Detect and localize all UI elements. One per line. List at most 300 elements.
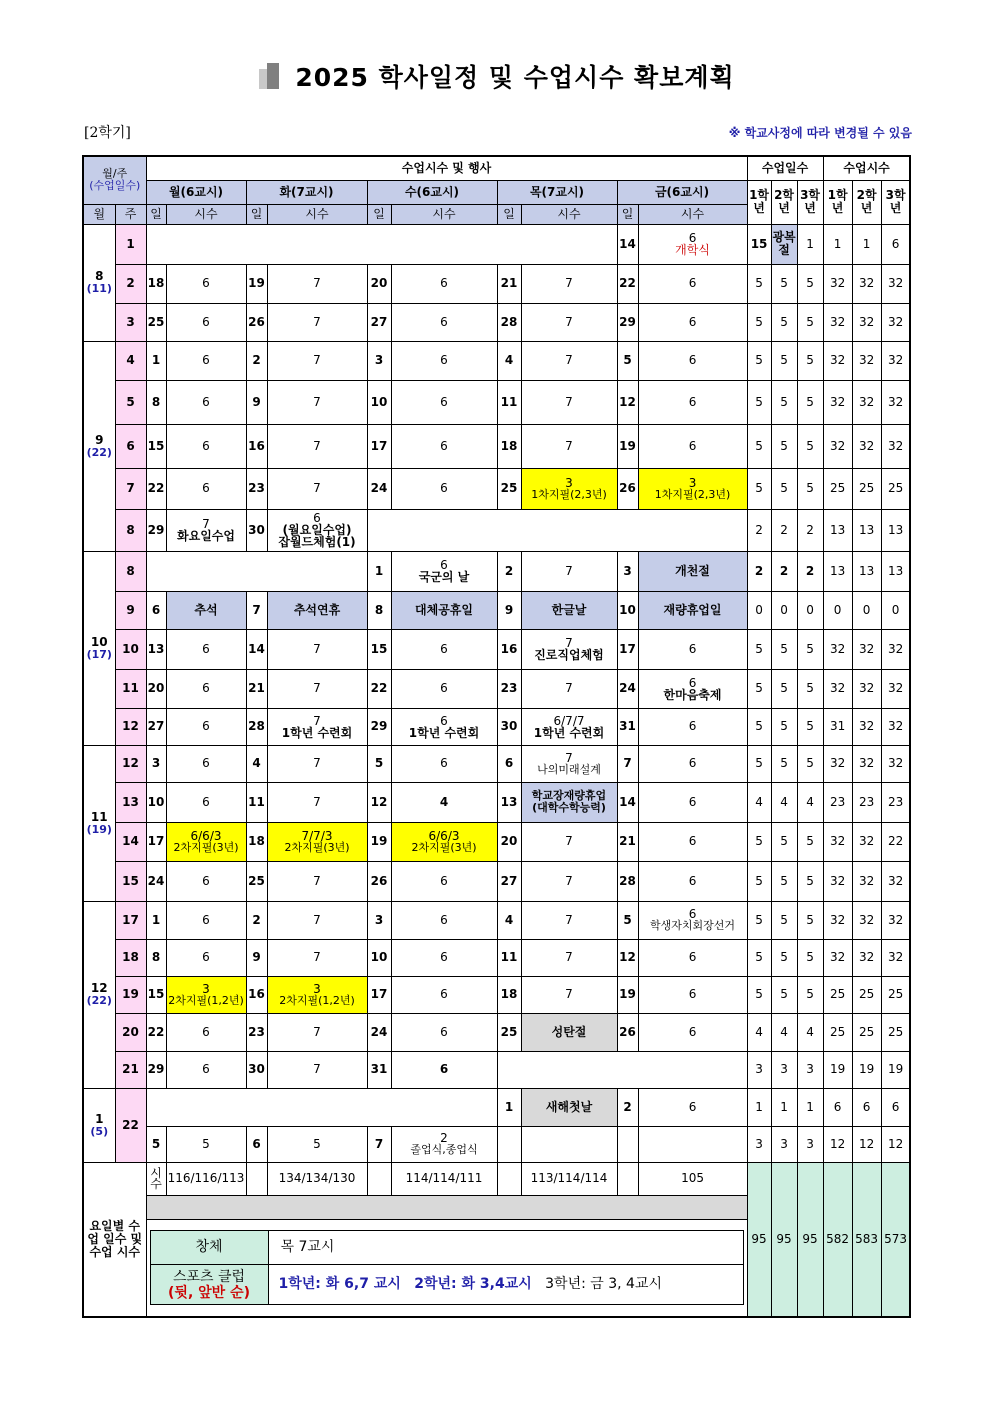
hours-cell xyxy=(521,976,617,1013)
hours-cell xyxy=(267,264,367,303)
semester-label: [2학기] xyxy=(84,125,131,141)
summary-hours-label: 시수 xyxy=(146,1162,166,1195)
summary-mon: 116/116/113 xyxy=(166,1162,246,1195)
event-label: 6 xyxy=(202,794,210,809)
day-number: 6 xyxy=(146,591,166,629)
summary-thu: 113/114/114 xyxy=(521,1162,617,1195)
event-label: 학생자치회장선거 xyxy=(650,919,736,932)
class-days-total: 5 xyxy=(797,976,823,1013)
hours-cell xyxy=(166,1126,246,1162)
header-days-grade3: 3학년 xyxy=(797,180,823,224)
class-hours-total: 12 xyxy=(881,1126,910,1162)
holiday-cell xyxy=(521,1013,617,1051)
hours-value: 6 xyxy=(440,558,448,572)
class-days-total: 5 xyxy=(747,468,771,509)
day-number: 27 xyxy=(367,303,391,341)
event-label: 7 xyxy=(565,314,573,329)
event-label: 5 xyxy=(202,1136,210,1151)
header-hours: 시수 xyxy=(267,204,367,224)
day-number: 3 xyxy=(367,901,391,939)
hours-cell xyxy=(267,669,367,708)
day-number: 22 xyxy=(146,468,166,509)
week-number: 12 xyxy=(115,708,146,745)
event-label: 개학식 xyxy=(675,243,710,257)
class-days-total: 5 xyxy=(771,939,797,976)
event-label: 7 xyxy=(313,276,321,290)
hours-cell xyxy=(166,745,246,782)
class-hours-total: 32 xyxy=(881,303,910,341)
hours-value: 7 xyxy=(565,636,573,650)
day-number: 21 xyxy=(617,822,638,861)
day-number: 7 xyxy=(246,591,267,629)
hours-value: 6 xyxy=(688,231,697,245)
class-hours-total: 32 xyxy=(881,901,910,939)
hours-cell xyxy=(166,509,246,551)
month-number: 8 xyxy=(95,269,104,283)
class-hours-total: 19 xyxy=(881,1051,910,1088)
day-number: 3 xyxy=(617,551,638,591)
event-label: 추석 xyxy=(194,602,218,617)
hours-cell xyxy=(166,1013,246,1051)
month-number: 1 xyxy=(95,1111,104,1126)
class-days-total: 2 xyxy=(771,509,797,551)
hours-cell xyxy=(521,380,617,424)
class-days-total: 3 xyxy=(747,1051,771,1088)
day-number: 8 xyxy=(146,939,166,976)
event-label: 7 xyxy=(313,950,321,964)
event-label: 6 xyxy=(440,314,448,329)
summary-hours-row xyxy=(83,1162,910,1195)
event-label: 졸업식,종업식 xyxy=(410,1143,478,1156)
day-number: 10 xyxy=(617,591,638,629)
day-number: 29 xyxy=(367,708,391,745)
hours-cell xyxy=(391,939,497,976)
hours-cell xyxy=(638,669,747,708)
hours-cell xyxy=(391,782,497,822)
class-hours-total: 13 xyxy=(881,551,910,591)
hours-cell xyxy=(166,861,246,901)
event-label: 6 xyxy=(202,481,210,495)
day-number: 4 xyxy=(497,901,521,939)
hours-cell xyxy=(638,341,747,380)
total-class-hours: 582 xyxy=(823,1162,852,1317)
class-hours-total: 0 xyxy=(823,591,852,629)
day-number: 1 xyxy=(146,901,166,939)
day-number: 18 xyxy=(497,976,521,1013)
day-number: 17 xyxy=(367,424,391,468)
week-number: 8 xyxy=(115,551,146,591)
event-label: 학교장재량휴업 xyxy=(531,789,607,802)
hours-cell xyxy=(391,669,497,708)
class-days-total: 5 xyxy=(797,861,823,901)
day-number: 25 xyxy=(146,303,166,341)
hours-cell xyxy=(638,1013,747,1051)
hours-value: 7 xyxy=(313,713,321,728)
hours-cell xyxy=(391,629,497,669)
day-number: 24 xyxy=(367,1013,391,1051)
class-hours-total: 32 xyxy=(881,629,910,669)
event-label: 7 xyxy=(565,438,573,453)
hours-cell xyxy=(391,901,497,939)
class-hours-total: 0 xyxy=(852,591,881,629)
event-label: 7 xyxy=(565,563,573,578)
day-number: 2 xyxy=(246,341,267,380)
class-days-total: 5 xyxy=(747,424,771,468)
hours-cell xyxy=(638,708,747,745)
week-row xyxy=(83,1051,910,1088)
class-days-total: 5 xyxy=(797,629,823,669)
day-number: 30 xyxy=(246,509,267,551)
header-main: 수업시수 및 행사 xyxy=(146,156,747,180)
event-label: 6 xyxy=(202,276,210,290)
class-hours-total: 32 xyxy=(852,380,881,424)
empty-cell xyxy=(617,1162,638,1195)
sports-club-order: (뒷, 앞반 순) xyxy=(168,1284,250,1301)
day-number: 22 xyxy=(367,669,391,708)
class-days-total: 5 xyxy=(747,708,771,745)
class-days-total: 5 xyxy=(747,745,771,782)
class-days-total: 5 xyxy=(747,901,771,939)
event-label: 6 xyxy=(688,834,697,848)
summary-tue: 134/134/130 xyxy=(267,1162,367,1195)
event-label: 6 xyxy=(688,276,697,290)
class-hours-total: 32 xyxy=(852,629,881,669)
day-number: 7 xyxy=(617,745,638,782)
day-number: 20 xyxy=(146,669,166,708)
event-label: 7 xyxy=(313,756,321,770)
event-label: 7 xyxy=(313,681,321,695)
hours-cell xyxy=(267,1013,367,1051)
header-hours: 시수 xyxy=(166,204,246,224)
week-number: 20 xyxy=(115,1013,146,1051)
hours-cell xyxy=(267,424,367,468)
hours-cell xyxy=(166,669,246,708)
week-row xyxy=(83,551,910,591)
event-label: 7 xyxy=(565,950,573,964)
hours-cell xyxy=(166,380,246,424)
class-days-total: 2 xyxy=(797,551,823,591)
hours-cell xyxy=(638,1126,747,1162)
event-label: 6 xyxy=(688,314,697,329)
day-number: 28 xyxy=(497,303,521,341)
day-number: 16 xyxy=(246,976,267,1013)
week-row xyxy=(83,509,910,551)
week-row xyxy=(83,901,910,939)
day-number: 12 xyxy=(617,939,638,976)
week-row xyxy=(83,861,910,901)
event-label: 6 xyxy=(440,873,448,888)
day-number: 9 xyxy=(497,591,521,629)
class-hours-total: 32 xyxy=(823,861,852,901)
day-number: 31 xyxy=(367,1051,391,1088)
total-class-days: 95 xyxy=(747,1162,771,1317)
class-days-total: 4 xyxy=(747,782,771,822)
event-label: 6 xyxy=(688,794,697,809)
week-row xyxy=(83,303,910,341)
event-label: 6 xyxy=(202,353,210,367)
sports-club-title: 스포츠 클럽 xyxy=(172,1268,246,1285)
activities-box xyxy=(146,1219,747,1317)
class-days-total: 0 xyxy=(747,591,771,629)
day-number: 23 xyxy=(246,1013,267,1051)
class-hours-total: 32 xyxy=(881,380,910,424)
day-number: 6 xyxy=(497,745,521,782)
week-number: 8 xyxy=(115,509,146,551)
event-label: 7 xyxy=(313,912,321,927)
event-label: 6 xyxy=(688,1099,697,1114)
event-label: 6 xyxy=(688,719,697,733)
empty-cell xyxy=(246,1162,267,1195)
hours-cell xyxy=(638,264,747,303)
class-days-total: 0 xyxy=(771,591,797,629)
event-label: 6 xyxy=(439,1062,449,1076)
week-row xyxy=(83,629,910,669)
class-hours-total: 22 xyxy=(881,822,910,861)
month-class-days: (5) xyxy=(90,1124,109,1138)
hours-cell xyxy=(521,861,617,901)
empty-cell xyxy=(497,1051,747,1088)
day-number: 5 xyxy=(146,1126,166,1162)
hours-cell xyxy=(267,303,367,341)
week-number: 17 xyxy=(115,901,146,939)
class-hours-total: 6 xyxy=(881,1088,910,1126)
day-number: 12 xyxy=(617,380,638,424)
event-label: 7 xyxy=(313,353,321,367)
class-hours-total: 32 xyxy=(852,669,881,708)
month-number: 12 xyxy=(90,981,108,995)
day-number: 16 xyxy=(246,424,267,468)
day-number: 10 xyxy=(367,380,391,424)
hours-value: 6/6/3 xyxy=(428,828,460,843)
day-number: 21 xyxy=(246,669,267,708)
class-days-total: 5 xyxy=(771,264,797,303)
summary-fri: 105 xyxy=(638,1162,747,1195)
day-number: 15 xyxy=(367,629,391,669)
day-number: 16 xyxy=(497,629,521,669)
event-label: 6 xyxy=(688,756,697,770)
week-row xyxy=(83,1013,910,1051)
event-label: 7 xyxy=(313,314,321,329)
header-fri: 금(6교시) xyxy=(617,180,747,204)
hours-cell xyxy=(391,264,497,303)
event-label: 1학년 수련회 xyxy=(533,725,605,740)
class-hours-total: 13 xyxy=(852,509,881,551)
hours-cell xyxy=(267,861,367,901)
hours-value: 6 xyxy=(688,907,697,921)
class-days-total: 5 xyxy=(747,669,771,708)
hours-cell xyxy=(267,468,367,509)
week-number: 18 xyxy=(115,939,146,976)
event-label: 화요일수업 xyxy=(177,529,235,543)
hours-cell xyxy=(638,629,747,669)
event-label: 한글날 xyxy=(551,602,587,617)
day-number: 4 xyxy=(246,745,267,782)
class-hours-total: 25 xyxy=(823,468,852,509)
class-hours-total: 0 xyxy=(881,591,910,629)
event-label: 7 xyxy=(565,873,573,888)
hours-cell xyxy=(521,745,617,782)
hours-cell xyxy=(638,939,747,976)
day-number: 27 xyxy=(497,861,521,901)
hours-value: 3 xyxy=(202,981,210,996)
day-number: 15 xyxy=(747,224,771,264)
day-number: 26 xyxy=(246,303,267,341)
event-label: 6 xyxy=(440,987,448,1001)
week-number: 13 xyxy=(115,782,146,822)
class-days-total: 1 xyxy=(771,1088,797,1126)
hours-cell xyxy=(521,264,617,303)
class-days-total: 5 xyxy=(797,939,823,976)
hours-cell xyxy=(166,939,246,976)
event-label: 7 xyxy=(313,438,321,453)
class-days-total: 1 xyxy=(852,224,881,264)
header-hours-grade3: 3학년 xyxy=(881,180,910,224)
holiday-cell xyxy=(521,591,617,629)
class-hours-total: 6 xyxy=(852,1088,881,1126)
class-hours-total: 19 xyxy=(852,1051,881,1088)
header-day: 일 xyxy=(617,204,638,224)
hours-value: 3 xyxy=(565,475,573,490)
day-number: 6 xyxy=(246,1126,267,1162)
hours-value: 7 xyxy=(565,750,573,765)
class-days-total: 2 xyxy=(797,509,823,551)
hours-cell xyxy=(166,708,246,745)
class-days-total: 5 xyxy=(771,629,797,669)
hours-cell xyxy=(638,380,747,424)
class-hours-total: 6 xyxy=(881,224,910,264)
holiday-cell xyxy=(771,224,797,264)
day-number: 1 xyxy=(367,551,391,591)
hours-cell xyxy=(638,901,747,939)
day-number: 26 xyxy=(367,861,391,901)
class-days-total: 5 xyxy=(771,861,797,901)
day-number: 18 xyxy=(246,822,267,861)
total-class-days: 95 xyxy=(771,1162,797,1317)
day-number: 30 xyxy=(497,708,521,745)
hours-cell xyxy=(267,509,367,551)
hours-cell xyxy=(638,745,747,782)
class-hours-total: 32 xyxy=(852,901,881,939)
event-label: 7 xyxy=(565,276,573,290)
day-number: 23 xyxy=(497,669,521,708)
empty-cell xyxy=(367,1162,391,1195)
hours-cell xyxy=(391,1051,497,1088)
week-row xyxy=(83,380,910,424)
event-label: 성탄절 xyxy=(551,1024,587,1039)
day-number: 11 xyxy=(497,939,521,976)
class-days-total: 2 xyxy=(771,551,797,591)
week-row xyxy=(83,1126,910,1162)
hours-cell xyxy=(267,1051,367,1088)
event-label: 7 xyxy=(313,1062,321,1076)
class-hours-total: 32 xyxy=(881,745,910,782)
class-hours-total: 32 xyxy=(823,424,852,468)
class-days-total: 2 xyxy=(747,509,771,551)
hours-cell xyxy=(638,861,747,901)
day-number: 24 xyxy=(146,861,166,901)
header-week: 주 xyxy=(115,204,146,224)
event-label: 2차지필(3년) xyxy=(284,840,350,854)
week-number: 5 xyxy=(115,380,146,424)
month-class-days: (22) xyxy=(86,445,112,459)
hours-cell xyxy=(391,1013,497,1051)
total-class-hours: 573 xyxy=(881,1162,910,1317)
hours-cell xyxy=(391,380,497,424)
event-label: 6 xyxy=(688,950,697,964)
hours-cell xyxy=(166,424,246,468)
day-number: 5 xyxy=(617,901,638,939)
header-hours-grade2: 2학년 xyxy=(852,180,881,224)
event-label: 7 xyxy=(565,394,573,409)
event-label: 6 xyxy=(440,438,448,453)
hours-cell xyxy=(521,303,617,341)
class-days-total: 5 xyxy=(797,424,823,468)
class-days-total: 1 xyxy=(747,1088,771,1126)
week-row xyxy=(83,468,910,509)
class-hours-total: 32 xyxy=(881,424,910,468)
event-label: 6 xyxy=(202,681,210,695)
class-hours-total: 32 xyxy=(823,939,852,976)
class-days-total: 5 xyxy=(797,264,823,303)
class-hours-total: 13 xyxy=(823,551,852,591)
holiday-cell xyxy=(638,551,747,591)
class-hours-total: 12 xyxy=(852,1126,881,1162)
class-hours-total: 32 xyxy=(852,264,881,303)
class-days-total: 5 xyxy=(771,669,797,708)
schedule-table xyxy=(82,155,911,1318)
header-month-week: 월/주 (수업일수) xyxy=(83,156,146,204)
hours-cell xyxy=(638,976,747,1013)
day-number: 24 xyxy=(617,669,638,708)
class-hours-total: 32 xyxy=(881,264,910,303)
day-number: 17 xyxy=(146,822,166,861)
day-number: 2 xyxy=(497,551,521,591)
event-label: 2차지필(1,2년) xyxy=(168,993,244,1007)
hours-cell xyxy=(391,468,497,509)
day-number: 14 xyxy=(617,224,638,264)
event-label: 7 xyxy=(565,353,573,367)
class-days-total: 5 xyxy=(797,303,823,341)
title-bullet-icon xyxy=(257,63,283,89)
event-label: 7 xyxy=(565,834,573,848)
class-hours-total: 32 xyxy=(823,264,852,303)
event-label: 7 xyxy=(313,794,321,809)
month-cell xyxy=(83,341,115,551)
class-days-total: 3 xyxy=(797,1126,823,1162)
event-label: 재량휴업일 xyxy=(663,602,722,617)
header-day: 일 xyxy=(367,204,391,224)
day-number: 25 xyxy=(497,468,521,509)
hours-cell xyxy=(391,341,497,380)
empty-cell xyxy=(146,224,617,264)
holiday-cell xyxy=(391,591,497,629)
event-label: 6 xyxy=(202,394,210,409)
day-number: 8 xyxy=(146,380,166,424)
day-number: 29 xyxy=(617,303,638,341)
day-number: 9 xyxy=(246,939,267,976)
event-label: 2차지필(3년) xyxy=(411,840,477,854)
day-number: 22 xyxy=(617,264,638,303)
holiday-cell xyxy=(521,1088,617,1126)
class-days-total: 5 xyxy=(747,264,771,303)
class-days-total: 5 xyxy=(797,901,823,939)
class-hours-total: 32 xyxy=(823,901,852,939)
hours-cell xyxy=(267,901,367,939)
day-number: 26 xyxy=(617,1013,638,1051)
hours-cell xyxy=(267,939,367,976)
day-number: 9 xyxy=(246,380,267,424)
day-number: 19 xyxy=(246,264,267,303)
